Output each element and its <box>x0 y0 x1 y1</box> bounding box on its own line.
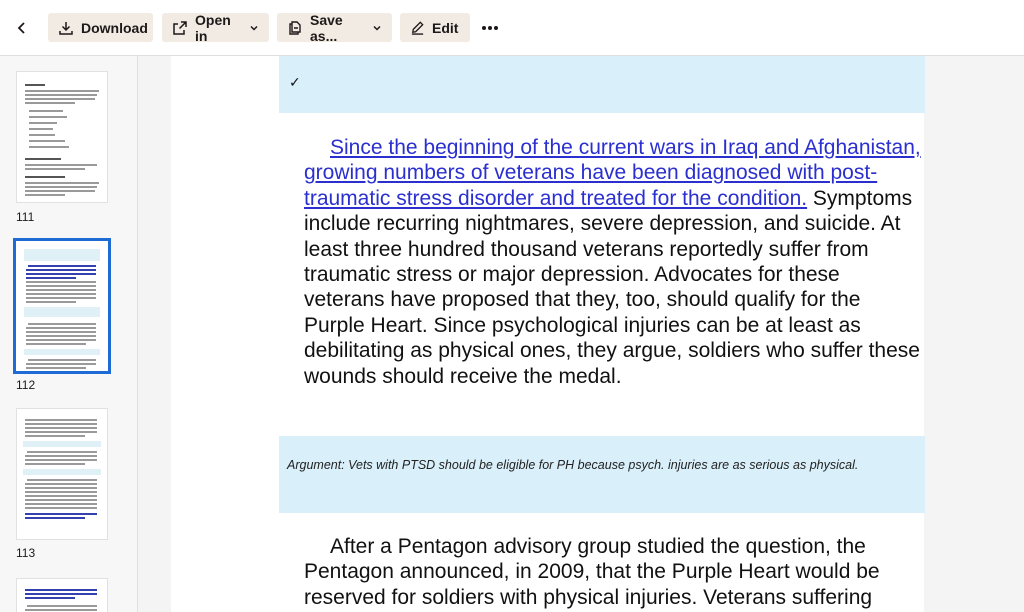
document-viewer[interactable] <box>139 56 1024 612</box>
download-button[interactable] <box>48 13 153 42</box>
back-button[interactable] <box>8 14 36 42</box>
argument-note: Argument: Vets with PTSD should be eligible for PH because psych. injuries are as serious as physical. <box>287 458 859 472</box>
save-as-label: Save as... <box>310 11 343 44</box>
page-number-113: 113 <box>16 546 36 560</box>
download-icon <box>58 20 74 36</box>
page-thumbnail-111[interactable] <box>16 71 108 203</box>
page-number-111: 111 <box>16 210 35 224</box>
highlighted-text: Since the beginning of the current wars in Iraq and Afghanistan, growing numbers of veterans have been diagnosed with post-traumatic stress disorder and treated for the condition. <box>304 136 921 210</box>
pencil-icon <box>410 20 425 35</box>
download-label: Download <box>81 19 148 36</box>
annotation-block <box>279 56 925 113</box>
toolbar <box>0 0 1024 56</box>
chevron-left-icon <box>15 21 29 35</box>
page-thumbnail-114[interactable] <box>16 578 108 612</box>
open-in-button[interactable] <box>162 13 269 42</box>
save-as-button[interactable] <box>277 13 392 42</box>
more-horizontal-icon <box>481 25 499 31</box>
paragraph-text: After a Pentagon advisory group studied the question, the Pentagon announced, in 2009, that the Purple Heart would be reserved for soldiers with physical injuries. Veterans suffering <box>304 535 880 609</box>
page-thumbnail-113[interactable] <box>16 408 108 540</box>
chevron-down-icon <box>372 23 382 33</box>
paragraph-veterans-ptsd <box>304 135 924 389</box>
page-thumbnail-112[interactable] <box>13 238 111 374</box>
paragraph-pentagon <box>304 534 924 610</box>
edit-button[interactable] <box>400 13 470 42</box>
check-mark: ✓ <box>289 74 301 90</box>
open-in-label: Open in <box>195 11 231 44</box>
more-options-button[interactable] <box>476 14 504 42</box>
open-external-icon <box>172 20 188 36</box>
save-copy-icon <box>287 20 303 36</box>
edit-label: Edit <box>432 19 459 36</box>
paragraph-text: Symptoms include recurring nightmares, severe depression, and suicide. At least three hundred thousand veterans reportedly suffer from traumatic stress or major depression. Advocates for these veterans have proposed that they, too, should qualify for the Purple Heart. Since psychological injuries can be at least as debilitating as physical ones, they argue, soldiers who suffer these wounds should receive the medal. <box>304 186 920 388</box>
document-page <box>171 56 924 612</box>
page-thumbnails-sidebar <box>0 56 138 612</box>
chevron-down-icon <box>249 23 259 33</box>
argument-annotation <box>279 436 925 513</box>
page-number-112: 112 <box>16 378 36 392</box>
